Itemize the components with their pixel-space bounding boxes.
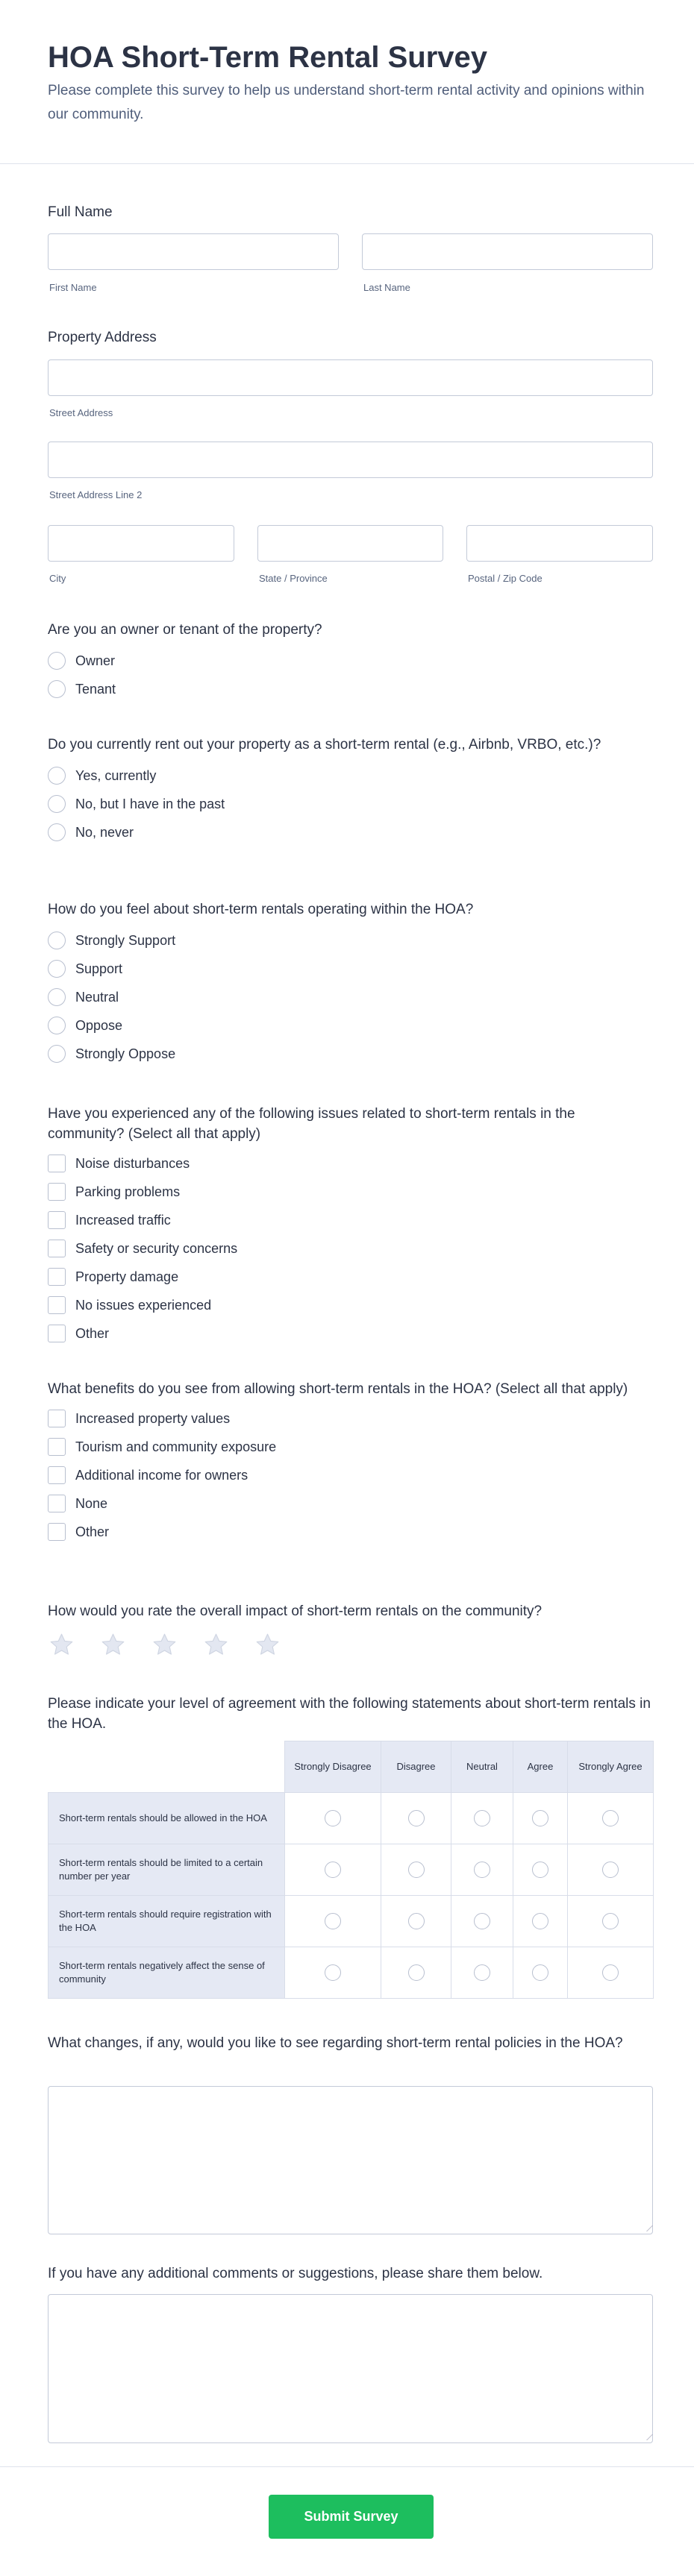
option-label: Strongly Oppose — [75, 1046, 176, 1061]
matrix-row-label: Short-term rentals negatively affect the sense of community — [49, 1947, 285, 1999]
checkbox-option[interactable] — [48, 1404, 653, 1433]
radio-button[interactable] — [408, 1810, 425, 1826]
option-label: Parking problems — [75, 1184, 181, 1199]
checkbox-option[interactable] — [48, 1518, 653, 1546]
radio-button[interactable] — [602, 1964, 619, 1981]
footer-divider — [0, 2466, 694, 2467]
matrix-cell[interactable] — [451, 1896, 513, 1947]
radio-button[interactable] — [48, 1045, 66, 1063]
option-label: Tenant — [75, 681, 116, 697]
radio-button[interactable] — [325, 1810, 341, 1826]
matrix-cell[interactable] — [568, 1896, 654, 1947]
matrix-cell[interactable] — [568, 1947, 654, 1999]
issues-question — [48, 1104, 653, 1348]
first-name-sublabel: First Name — [49, 282, 97, 293]
resize-handle-icon[interactable] — [641, 2434, 653, 2440]
agreement-matrix — [48, 1741, 654, 1999]
radio-button[interactable] — [48, 1017, 66, 1034]
zip-input[interactable] — [466, 525, 653, 562]
option-label: Oppose — [75, 1017, 123, 1033]
question-label: Are you an owner or tenant of the property? — [48, 622, 322, 638]
matrix-cell[interactable] — [381, 1793, 451, 1844]
star-rating — [48, 1632, 653, 1658]
radio-button[interactable] — [408, 1964, 425, 1981]
radio-option[interactable] — [48, 790, 653, 818]
question-label: How would you rate the overall impact of short-term rentals on the community? — [48, 1603, 543, 1619]
option-label: Safety or security concerns — [75, 1240, 238, 1256]
radio-button[interactable] — [474, 1964, 490, 1981]
benefits-question — [48, 1379, 653, 1546]
radio-button[interactable] — [48, 795, 66, 813]
matrix-cell[interactable] — [513, 1896, 568, 1947]
radio-button[interactable] — [48, 823, 66, 841]
radio-button[interactable] — [48, 932, 66, 949]
rent-status-question — [48, 735, 653, 846]
radio-button[interactable] — [532, 1810, 548, 1826]
matrix-row — [49, 1896, 654, 1947]
option-label: Neutral — [75, 989, 119, 1005]
option-label: No issues experienced — [75, 1297, 212, 1313]
radio-button[interactable] — [325, 1862, 341, 1878]
star-icon[interactable] — [48, 1632, 75, 1658]
matrix-corner — [49, 1741, 285, 1793]
radio-option[interactable] — [48, 675, 653, 703]
matrix-cell[interactable] — [285, 1896, 381, 1947]
matrix-cell[interactable] — [285, 1793, 381, 1844]
matrix-column-header: Neutral — [451, 1741, 513, 1793]
option-label: Tourism and community exposure — [75, 1439, 277, 1454]
radio-button[interactable] — [474, 1810, 490, 1826]
submit-survey-button[interactable]: Submit Survey — [269, 2495, 434, 2539]
option-label: No, but I have in the past — [75, 796, 225, 811]
matrix-cell[interactable] — [451, 1844, 513, 1896]
matrix-cell[interactable] — [568, 1793, 654, 1844]
radio-button[interactable] — [48, 960, 66, 978]
full-name-field — [48, 202, 653, 299]
radio-button[interactable] — [532, 1964, 548, 1981]
radio-button[interactable] — [532, 1862, 548, 1878]
last-name-sublabel: Last Name — [363, 282, 410, 293]
last-name-input[interactable] — [362, 233, 653, 270]
matrix-column-header: Strongly Agree — [568, 1741, 654, 1793]
radio-button[interactable] — [474, 1862, 490, 1878]
city-sublabel: City — [49, 573, 66, 584]
radio-button[interactable] — [325, 1964, 341, 1981]
radio-button[interactable] — [408, 1913, 425, 1929]
checkbox[interactable] — [48, 1410, 66, 1427]
checkbox[interactable] — [48, 1296, 66, 1314]
option-label: Noise disturbances — [75, 1155, 190, 1171]
question-label: How do you feel about short-term rentals operating within the HOA? — [48, 902, 474, 917]
option-label: Other — [75, 1325, 110, 1341]
full-name-label: Full Name — [48, 204, 113, 220]
radio-option[interactable] — [48, 818, 653, 846]
option-label: Increased property values — [75, 1410, 231, 1426]
radio-button[interactable] — [48, 767, 66, 785]
checkbox-option[interactable] — [48, 1489, 653, 1518]
radio-option[interactable] — [48, 761, 653, 790]
matrix-row-label: Short-term rentals should be limited to a certain number per year — [49, 1844, 285, 1896]
radio-button[interactable] — [602, 1913, 619, 1929]
checkbox[interactable] — [48, 1523, 66, 1541]
street-address-input[interactable] — [48, 359, 653, 396]
street-address-line2-input[interactable] — [48, 442, 653, 478]
checkbox[interactable] — [48, 1268, 66, 1286]
zip-sublabel: Postal / Zip Code — [468, 573, 543, 584]
comments-question — [48, 2264, 653, 2284]
property-address-field — [48, 327, 653, 596]
radio-button[interactable] — [408, 1862, 425, 1878]
checkbox[interactable] — [48, 1325, 66, 1342]
matrix-column-header: Disagree — [381, 1741, 451, 1793]
radio-button[interactable] — [474, 1913, 490, 1929]
checkbox[interactable] — [48, 1438, 66, 1456]
matrix-cell[interactable] — [451, 1793, 513, 1844]
radio-option[interactable] — [48, 647, 653, 675]
star-icon[interactable] — [202, 1632, 230, 1658]
option-label: Property damage — [75, 1269, 179, 1284]
star-icon[interactable] — [151, 1632, 178, 1658]
checkbox[interactable] — [48, 1155, 66, 1172]
question-label: Do you currently rent out your property as a short-term rental (e.g., Airbnb, VRBO, etc.)? — [48, 737, 601, 753]
matrix-cell[interactable] — [285, 1844, 381, 1896]
option-label: None — [75, 1495, 108, 1511]
changes-textarea[interactable] — [48, 2086, 653, 2234]
matrix-cell[interactable] — [451, 1947, 513, 1999]
radio-option[interactable] — [48, 926, 653, 955]
checkbox[interactable] — [48, 1183, 66, 1201]
street-address-line2-sublabel: Street Address Line 2 — [49, 489, 143, 500]
question-label: Please indicate your level of agreement with the following statements about short-term rentals in the HOA. — [48, 1696, 651, 1732]
matrix-cell[interactable] — [513, 1947, 568, 1999]
matrix-column-header: Strongly Disagree — [285, 1741, 381, 1793]
matrix-row — [49, 1947, 654, 1999]
option-label: Additional income for owners — [75, 1467, 248, 1483]
checkbox[interactable] — [48, 1495, 66, 1512]
matrix-cell[interactable] — [381, 1844, 451, 1896]
option-label: Owner — [75, 653, 116, 668]
agreement-question — [48, 1694, 653, 1734]
matrix-row-label: Short-term rentals should be allowed in the HOA — [49, 1793, 285, 1844]
checkbox-option[interactable] — [48, 1178, 653, 1206]
question-label: If you have any additional comments or suggestions, please share them below. — [48, 2266, 543, 2281]
street-address-sublabel: Street Address — [49, 407, 113, 418]
checkbox[interactable] — [48, 1240, 66, 1257]
matrix-cell[interactable] — [285, 1947, 381, 1999]
matrix-row-label: Short-term rentals should require registration with the HOA — [49, 1896, 285, 1947]
first-name-input[interactable] — [48, 233, 339, 270]
checkbox-option[interactable] — [48, 1319, 653, 1348]
checkbox[interactable] — [48, 1211, 66, 1229]
matrix-cell[interactable] — [513, 1793, 568, 1844]
star-icon[interactable] — [99, 1632, 127, 1658]
matrix-column-header: Agree — [513, 1741, 568, 1793]
radio-button[interactable] — [325, 1913, 341, 1929]
matrix-cell[interactable] — [513, 1844, 568, 1896]
radio-button[interactable] — [48, 680, 66, 698]
radio-button[interactable] — [602, 1810, 619, 1826]
matrix-cell[interactable] — [381, 1896, 451, 1947]
matrix-row — [49, 1793, 654, 1844]
checkbox-option[interactable] — [48, 1433, 653, 1461]
property-address-label: Property Address — [48, 330, 157, 345]
rating-question — [48, 1601, 653, 1658]
option-label: Increased traffic — [75, 1212, 171, 1228]
matrix-row — [49, 1844, 654, 1896]
star-icon[interactable] — [254, 1632, 281, 1658]
option-label: No, never — [75, 824, 134, 840]
form-description: Please complete this survey to help us understand short-term rental activity and opinions within our community. — [48, 83, 645, 122]
checkbox-option[interactable] — [48, 1263, 653, 1291]
changes-question — [48, 2033, 653, 2053]
checkbox-option[interactable] — [48, 1149, 653, 1178]
matrix-cell[interactable] — [568, 1844, 654, 1896]
checkbox-option[interactable] — [48, 1291, 653, 1319]
radio-option[interactable] — [48, 955, 653, 983]
radio-button[interactable] — [48, 652, 66, 670]
question-label: What benefits do you see from allowing short-term rentals in the HOA? (Select all that apply) — [48, 1381, 628, 1397]
radio-option[interactable] — [48, 1040, 653, 1068]
option-label: Strongly Support — [75, 932, 176, 948]
question-label: What changes, if any, would you like to see regarding short-term rental policies in the HOA? — [48, 2035, 623, 2051]
state-input[interactable] — [257, 525, 443, 562]
option-label: Yes, currently — [75, 767, 157, 783]
feeling-question — [48, 899, 653, 1068]
city-input[interactable] — [48, 525, 234, 562]
question-label: Have you experienced any of the following issues related to short-term rentals in the community? (Select all that apply) — [48, 1106, 575, 1142]
checkbox-option[interactable] — [48, 1461, 653, 1489]
radio-option[interactable] — [48, 1011, 653, 1040]
option-label: Support — [75, 961, 123, 976]
state-sublabel: State / Province — [259, 573, 328, 584]
checkbox-option[interactable] — [48, 1206, 653, 1234]
resize-handle-icon[interactable] — [641, 2225, 653, 2231]
radio-button[interactable] — [48, 988, 66, 1006]
form-header — [0, 0, 694, 164]
radio-button[interactable] — [532, 1913, 548, 1929]
radio-button[interactable] — [602, 1862, 619, 1878]
comments-textarea[interactable] — [48, 2294, 653, 2443]
checkbox[interactable] — [48, 1466, 66, 1484]
owner-tenant-question — [48, 620, 653, 703]
checkbox-option[interactable] — [48, 1234, 653, 1263]
matrix-cell[interactable] — [381, 1947, 451, 1999]
option-label: Other — [75, 1524, 110, 1539]
page-title: HOA Short-Term Rental Survey — [48, 41, 488, 74]
radio-option[interactable] — [48, 983, 653, 1011]
